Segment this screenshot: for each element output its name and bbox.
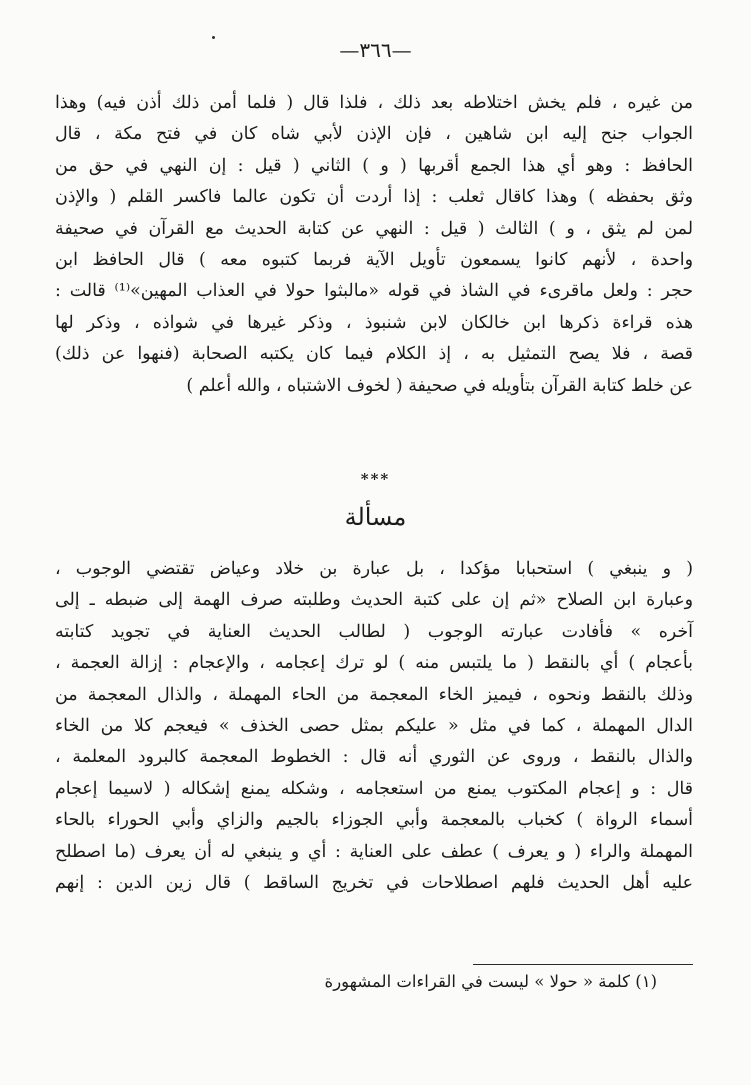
text-line: عن خلط كتابة القرآن بتأويله في صحيفة ( لخوف الاشتباه ، والله أعلم ) — [186, 375, 693, 396]
text-line: آخره » فأفادت عبارته الوجوب ( لطالب الحديث العناية في تجويد كتابته — [55, 621, 693, 642]
text-line: لمن لم يثق ، و ) الثالث ( قيل : النهي عن كتابة الحديث مع القرآن في صحيفة — [55, 218, 693, 239]
text-line: وثق بحفظه ) وهذا كاقال ثعلب : إذا أردت أن تكون عالما فاكسر القلم ( والإذن — [55, 187, 693, 208]
text-line: المهملة والراء ( و يعرف ) عطف على العناية : أي و ينبغي له أن يعرف (ما اصطلح — [55, 841, 693, 862]
page-number: —٣٦٦— — [339, 38, 412, 62]
section-heading: مسألة — [344, 503, 407, 531]
text-line: هذه قراءة ذكرها ابن خالكان لابن شنبوذ ، وذكر غيرها في شواذه ، وذكر لها — [55, 312, 693, 333]
text-line: والذال بالنقط ، وروى عن الثوري أنه قال : الخطوط المعجمة كالبرود المعلمة ، — [55, 747, 693, 768]
text-line: قال : و إعجام المكتوب يمنع من استعجامه ، وشكله يمنع إشكاله ( لاسيما إعجام — [55, 778, 693, 799]
text-line: قصة ، فلا يصح التمثيل به ، إذ الكلام فيما كان يكتبه الصحابة (فنهوا عن ذلك) — [55, 344, 693, 365]
text-line: الجواب جنح إليه ابن شاهين ، فإن الإذن لأبي شاه كان في فتح مكة ، قال — [55, 124, 693, 145]
text-line: وذلك بالنقط ونحوه ، فيميز الخاء المعجمة من الحاء المهملة ، والذال المعجمة من — [55, 684, 693, 705]
footnote: (١) كلمة « حولا » ليست في القراءات المشهورة — [324, 972, 657, 991]
text-line: وعبارة ابن الصلاح «ثم إن على كتبة الحديث وطلبته صرف الهمة إلى ضبطه ـ إلى — [55, 590, 693, 611]
footnote-divider — [473, 964, 693, 965]
text-line: الدال المهملة ، كما في مثل « عليكم بمثل حصى الخذف » فيعجم كلا من الخاء — [55, 715, 693, 736]
text-line: من غيره ، فلم يخش اختلاطه بعد ذلك ، فلذا قال ( فلما أمن ذلك أذن فيه) وهذا — [55, 93, 693, 113]
section-separator: *** — [360, 470, 391, 488]
paragraph-2 — [55, 554, 693, 899]
text-line: الحافظ : وهو أي هذا الجمع أقربها ( و ) الثاني ( قيل : إن النهي في حق من — [55, 155, 693, 176]
text-line: أسماء الرواة ) كخباب بالمعجمة وأبي الجوزاء بالجيم والزاي وأبي الحوراء بالحاء — [55, 810, 693, 831]
text-line: واحدة ، لأنهم كانوا يسمعون تأويل الآية فربما كتبوه معه ) قال الحافظ ابن — [55, 249, 693, 270]
text-line: عليه أهل الحديث فلهم اصطلاحات في تخريج الساقط ) قال زين الدين : إنهم — [55, 872, 693, 893]
text-line: ( و ينبغي ) استحبابا مؤكدا ، بل عبارة بن خلاد وعياض تقتضي الوجوب ، — [55, 559, 693, 579]
text-line: بأعجام ) أي بالنقط ( ما يلتبس منه ) لو ترك إعجامه ، والإعجام : إزالة العجمة ، — [55, 653, 693, 674]
paragraph-1 — [55, 88, 693, 402]
text-line: حجر : ولعل ماقرىء في الشاذ في قوله «مالبثوا حولا في العذاب المهين»⁽¹⁾ قالت : — [55, 281, 693, 302]
